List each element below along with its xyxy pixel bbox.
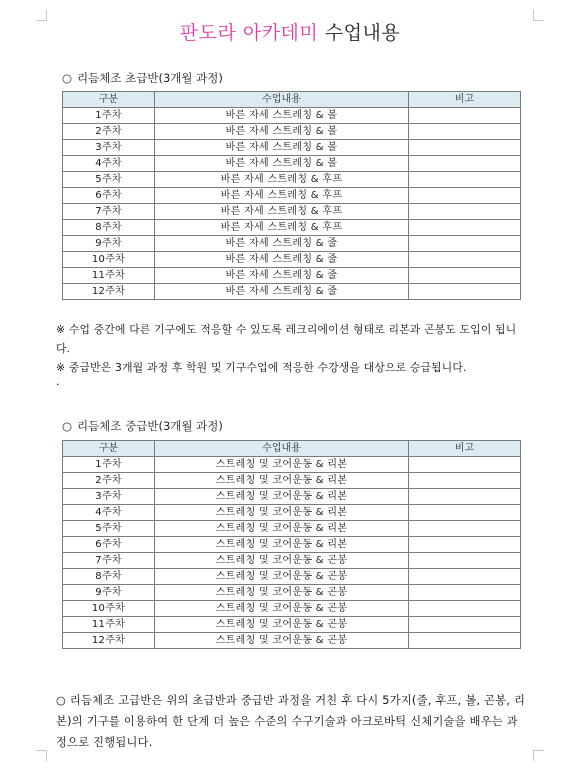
beginner-notes [56,320,528,387]
header-cell-category: 구분 [63,441,155,457]
remarks-cell [409,553,521,569]
content-cell: 바른 자세 스트레칭 & 줄 [155,268,409,284]
table-row [63,473,521,489]
week-cell: 12주차 [63,633,155,649]
header-cell-category: 구분 [63,92,155,108]
remarks-cell [409,140,521,156]
content-cell: 스트레칭 및 코어운동 & 리본 [155,505,409,521]
remarks-cell [409,252,521,268]
intermediate-curriculum-table [62,440,521,649]
week-cell: 2주차 [63,473,155,489]
week-cell: 7주차 [63,553,155,569]
week-cell: 1주차 [63,108,155,124]
week-cell: 4주차 [63,156,155,172]
header-cell-remarks: 비고 [409,92,521,108]
table-row [63,140,521,156]
header-cell-content: 수업내용 [155,441,409,457]
header-cell-content: 수업내용 [155,92,409,108]
section-title-beginner [62,70,223,86]
content-cell: 바른 자세 스트레칭 & 후프 [155,188,409,204]
content-cell: 스트레칭 및 코어운동 & 곤봉 [155,617,409,633]
week-cell: 11주차 [63,268,155,284]
table-header-row [63,92,521,108]
remarks-cell [409,124,521,140]
table-row [63,124,521,140]
week-cell: 8주차 [63,569,155,585]
title-brand: 판도라 아카데미 [179,22,319,44]
content-cell: 바른 자세 스트레칭 & 후프 [155,172,409,188]
table-row [63,489,521,505]
week-cell: 9주차 [63,236,155,252]
beginner-curriculum-table [62,91,521,300]
remarks-cell [409,633,521,649]
page-title [0,18,580,45]
content-cell: 바른 자세 스트레칭 & 볼 [155,124,409,140]
remarks-cell [409,617,521,633]
week-cell: 6주차 [63,537,155,553]
table-row [63,601,521,617]
content-cell: 바른 자세 스트레칭 & 볼 [155,140,409,156]
content-cell: 스트레칭 및 코어운동 & 리본 [155,489,409,505]
table-row [63,172,521,188]
table-row [63,220,521,236]
content-cell: 바른 자세 스트레칭 & 볼 [155,156,409,172]
section-title-text: 리듬체조 중급반(3개월 과정) [77,419,223,433]
header-cell-remarks: 비고 [409,441,521,457]
table-row [63,156,521,172]
table-row [63,204,521,220]
table-row [63,617,521,633]
table-row [63,633,521,649]
table-row [63,585,521,601]
week-cell: 5주차 [63,521,155,537]
content-cell: 스트레칭 및 코어운동 & 곤봉 [155,601,409,617]
week-cell: 3주차 [63,140,155,156]
week-cell: 2주차 [63,124,155,140]
week-cell: 1주차 [63,457,155,473]
week-cell: 3주차 [63,489,155,505]
week-cell: 10주차 [63,252,155,268]
week-cell: 10주차 [63,601,155,617]
table-row [63,505,521,521]
week-cell: 9주차 [63,585,155,601]
week-cell: 7주차 [63,204,155,220]
remarks-cell [409,489,521,505]
table-row [63,457,521,473]
content-cell: 스트레칭 및 코어운동 & 곤봉 [155,633,409,649]
remarks-cell [409,172,521,188]
table-row [63,569,521,585]
content-cell: 바른 자세 스트레칭 & 볼 [155,108,409,124]
remarks-cell [409,521,521,537]
remarks-cell [409,284,521,300]
remarks-cell [409,236,521,252]
week-cell: 4주차 [63,505,155,521]
table-row [63,188,521,204]
remarks-cell [409,188,521,204]
table-row [63,521,521,537]
table-row [63,268,521,284]
table-header-row [63,441,521,457]
content-cell: 스트레칭 및 코어운동 & 리본 [155,473,409,489]
title-rest: 수업내용 [324,22,401,44]
section-title-intermediate [62,418,223,434]
remarks-cell [409,585,521,601]
circle-bullet-icon: ○ [62,71,73,85]
circle-bullet-icon: ○ [62,419,73,433]
week-cell: 6주차 [63,188,155,204]
remarks-cell [409,601,521,617]
table-row [63,108,521,124]
content-cell: 스트레칭 및 코어운동 & 곤봉 [155,553,409,569]
remarks-cell [409,537,521,553]
week-cell: 11주차 [63,617,155,633]
note-line: ※ 중급반은 3개월 과정 후 학원 및 기구수업에 적응한 수강생을 대상으로 승급됩니다. [56,361,467,374]
table-row [63,553,521,569]
content-cell: 바른 자세 스트레칭 & 줄 [155,284,409,300]
remarks-cell [409,457,521,473]
content-cell: 바른 자세 스트레칭 & 후프 [155,220,409,236]
remarks-cell [409,473,521,489]
week-cell: 8주차 [63,220,155,236]
table-row [63,284,521,300]
content-cell: 스트레칭 및 코어운동 & 리본 [155,537,409,553]
week-cell: 12주차 [63,284,155,300]
note-dot: . [56,375,60,388]
remarks-cell [409,268,521,284]
page-corner-mark [533,750,544,761]
section-title-text: 리듬체조 초급반(3개월 과정) [77,71,223,85]
table-row [63,236,521,252]
content-cell: 바른 자세 스트레칭 & 줄 [155,236,409,252]
content-cell: 바른 자세 스트레칭 & 후프 [155,204,409,220]
week-cell: 5주차 [63,172,155,188]
remarks-cell [409,204,521,220]
note-line: ※ 수업 중간에 다른 기구에도 적응할 수 있도록 레크리에이션 형태로 리본과 곤봉도 도입이 됩니다. [56,323,517,355]
remarks-cell [409,156,521,172]
remarks-cell [409,108,521,124]
remarks-cell [409,569,521,585]
content-cell: 스트레칭 및 코어운동 & 곤봉 [155,585,409,601]
advanced-course-paragraph: ○ 리듬체조 고급반은 위의 초급반과 중급반 과정을 거친 후 다시 5가지(줄, 후프, 볼, 곤봉, 리본)의 기구를 이용하여 한 단계 더 높은 수준의 수구기술과 아크로바틱 신체기술을 배우는 과정으로 진행됩니다. [56,694,526,749]
content-cell: 스트레칭 및 코어운동 & 리본 [155,457,409,473]
table-row [63,252,521,268]
content-cell: 스트레칭 및 코어운동 & 곤봉 [155,569,409,585]
remarks-cell [409,220,521,236]
table-row [63,537,521,553]
page-corner-mark [36,750,47,761]
content-cell: 바른 자세 스트레칭 & 줄 [155,252,409,268]
remarks-cell [409,505,521,521]
content-cell: 스트레칭 및 코어운동 & 리본 [155,521,409,537]
